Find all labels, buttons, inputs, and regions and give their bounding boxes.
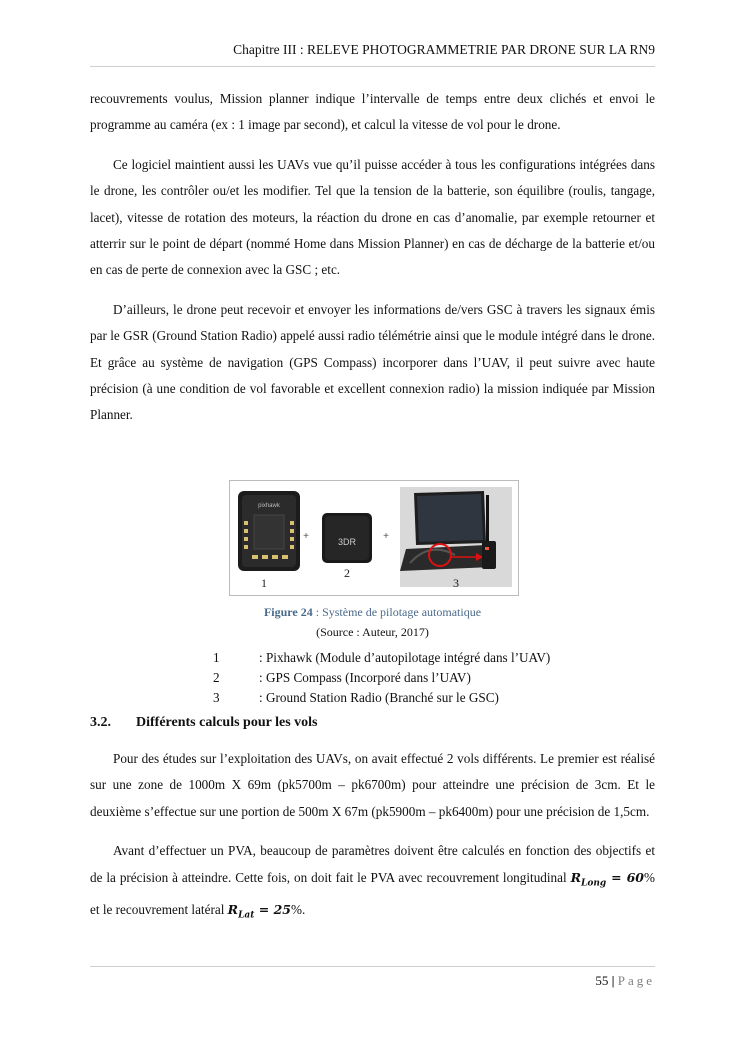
gps-compass-image (322, 513, 372, 563)
paragraph-1: recouvrements voulus, Mission planner indique l’intervalle de temps entre deux clichés et envoi le programme au caméra (ex : 1 image par second), et calcul la vitesse de vol pour le drone. (90, 91, 655, 133)
figure-legend (213, 650, 550, 710)
legend-number: 1 (213, 650, 220, 665)
ground-station-radio-image (400, 487, 512, 587)
header-rule (90, 66, 655, 67)
legend-number: 2 (213, 670, 220, 685)
r-long-symbol: R (570, 869, 581, 885)
section-number: 3.2. (90, 715, 111, 730)
legend-item (213, 650, 550, 670)
paragraph-5-text-b: % et le recouvrement latéral (90, 869, 655, 917)
paragraph-5 (90, 838, 655, 928)
paragraph-4: Pour des études sur l’exploitation des UAVs, on avait effectué 2 vols différents. Le premier est réalisé sur une zone de 1000m X 69m (pk5700m – pk6700m) pour atteindre une précision de 3cm. Et le deuxième s’effectue sur une portion de 500m X 67m (pk5900m – pk6400m) pour une précision de 1,5cm. (90, 751, 655, 819)
r-lat-value: = 25 (254, 901, 291, 917)
figure-caption-text: : Système de pilotage automatique (312, 605, 482, 619)
r-lat-subscript: Lat (238, 910, 255, 921)
page-footer (595, 973, 655, 989)
legend-item (213, 690, 550, 710)
page-number: 55 (595, 973, 609, 988)
figure-caption (0, 605, 745, 620)
figure-autopilot-system (229, 480, 519, 596)
figure-label-3: 3 (453, 576, 459, 590)
legend-item (213, 670, 550, 690)
pixhawk-logo: pixhawk (258, 503, 280, 509)
figure-label-2: 2 (344, 566, 350, 580)
r-lat-formula (227, 901, 291, 921)
legend-number: 3 (213, 690, 220, 705)
pixhawk-image (238, 491, 300, 571)
figure-caption-label: Figure 24 (263, 605, 313, 619)
footer-rule (90, 966, 655, 967)
page-word: Page (617, 973, 655, 988)
plus-sign-1: + (303, 531, 309, 542)
body-bottom (90, 746, 655, 941)
footer-separator: | (611, 973, 615, 988)
section-heading (90, 715, 317, 731)
body-top (90, 86, 655, 442)
r-long-value: = 60 (606, 869, 644, 885)
gps-logo: 3DR (337, 537, 357, 547)
r-lat-symbol: R (227, 901, 239, 917)
section-title: Différents calculs pour les vols (136, 715, 318, 730)
r-long-formula (570, 869, 644, 889)
paragraph-5-text-c: %. (290, 901, 306, 917)
r-long-subscript: Long (580, 878, 607, 889)
legend-text: : Pixhawk (Module d’autopilotage intégré dans l’UAV) (259, 650, 551, 665)
page-header: Chapitre III : RELEVE PHOTOGRAMMETRIE PAR DRONE SUR LA RN9 (233, 42, 655, 57)
plus-sign-2: + (383, 531, 389, 542)
legend-text: : GPS Compass (Incorporé dans l’UAV) (259, 670, 471, 685)
paragraph-5-text-a: Avant d’effectuer un PVA, beaucoup de paramètres doivent être calculés en fonction des objectifs et de la précision à atteindre. Cette fois, on doit fait le PVA avec recouvrement longitudinal (90, 843, 655, 885)
paragraph-2: Ce logiciel maintient aussi les UAVs vue qu’il puisse accéder à tous les configurations intégrées dans le drone, les contrôler ou/et les modifier. Tel que la tension de la batterie, son équilibre (roulis, tangage, lacet), vitesse de rotation des moteurs, la réaction du drone en cas d’anomalie, par exemple retourner et atterrir sur le point de départ (nommé Home dans Mission Planner) en cas de décharge de la batterie et/ou en cas de perte de connexion avec la GSC ; etc. (90, 156, 655, 278)
legend-text: : Ground Station Radio (Branché sur le GSC) (259, 690, 499, 705)
figure-source: (Source : Auteur, 2017) (316, 625, 429, 639)
figure-illustration (230, 481, 518, 595)
figure-label-1: 1 (261, 576, 267, 590)
paragraph-3: D’ailleurs, le drone peut recevoir et envoyer les informations de/vers GSC à travers les signaux émis par le GSR (Ground Station Radio) appelé aussi radio télémétrie ainsi que le module intégré dans le drone. Et grâce au système de navigation (GPS Compass) incorporer dans l’UAV, il peut suivre avec haute précision (à une condition de vol favorable et excellent connexion radio) la mission indiquée par Mission Planner. (90, 301, 655, 423)
